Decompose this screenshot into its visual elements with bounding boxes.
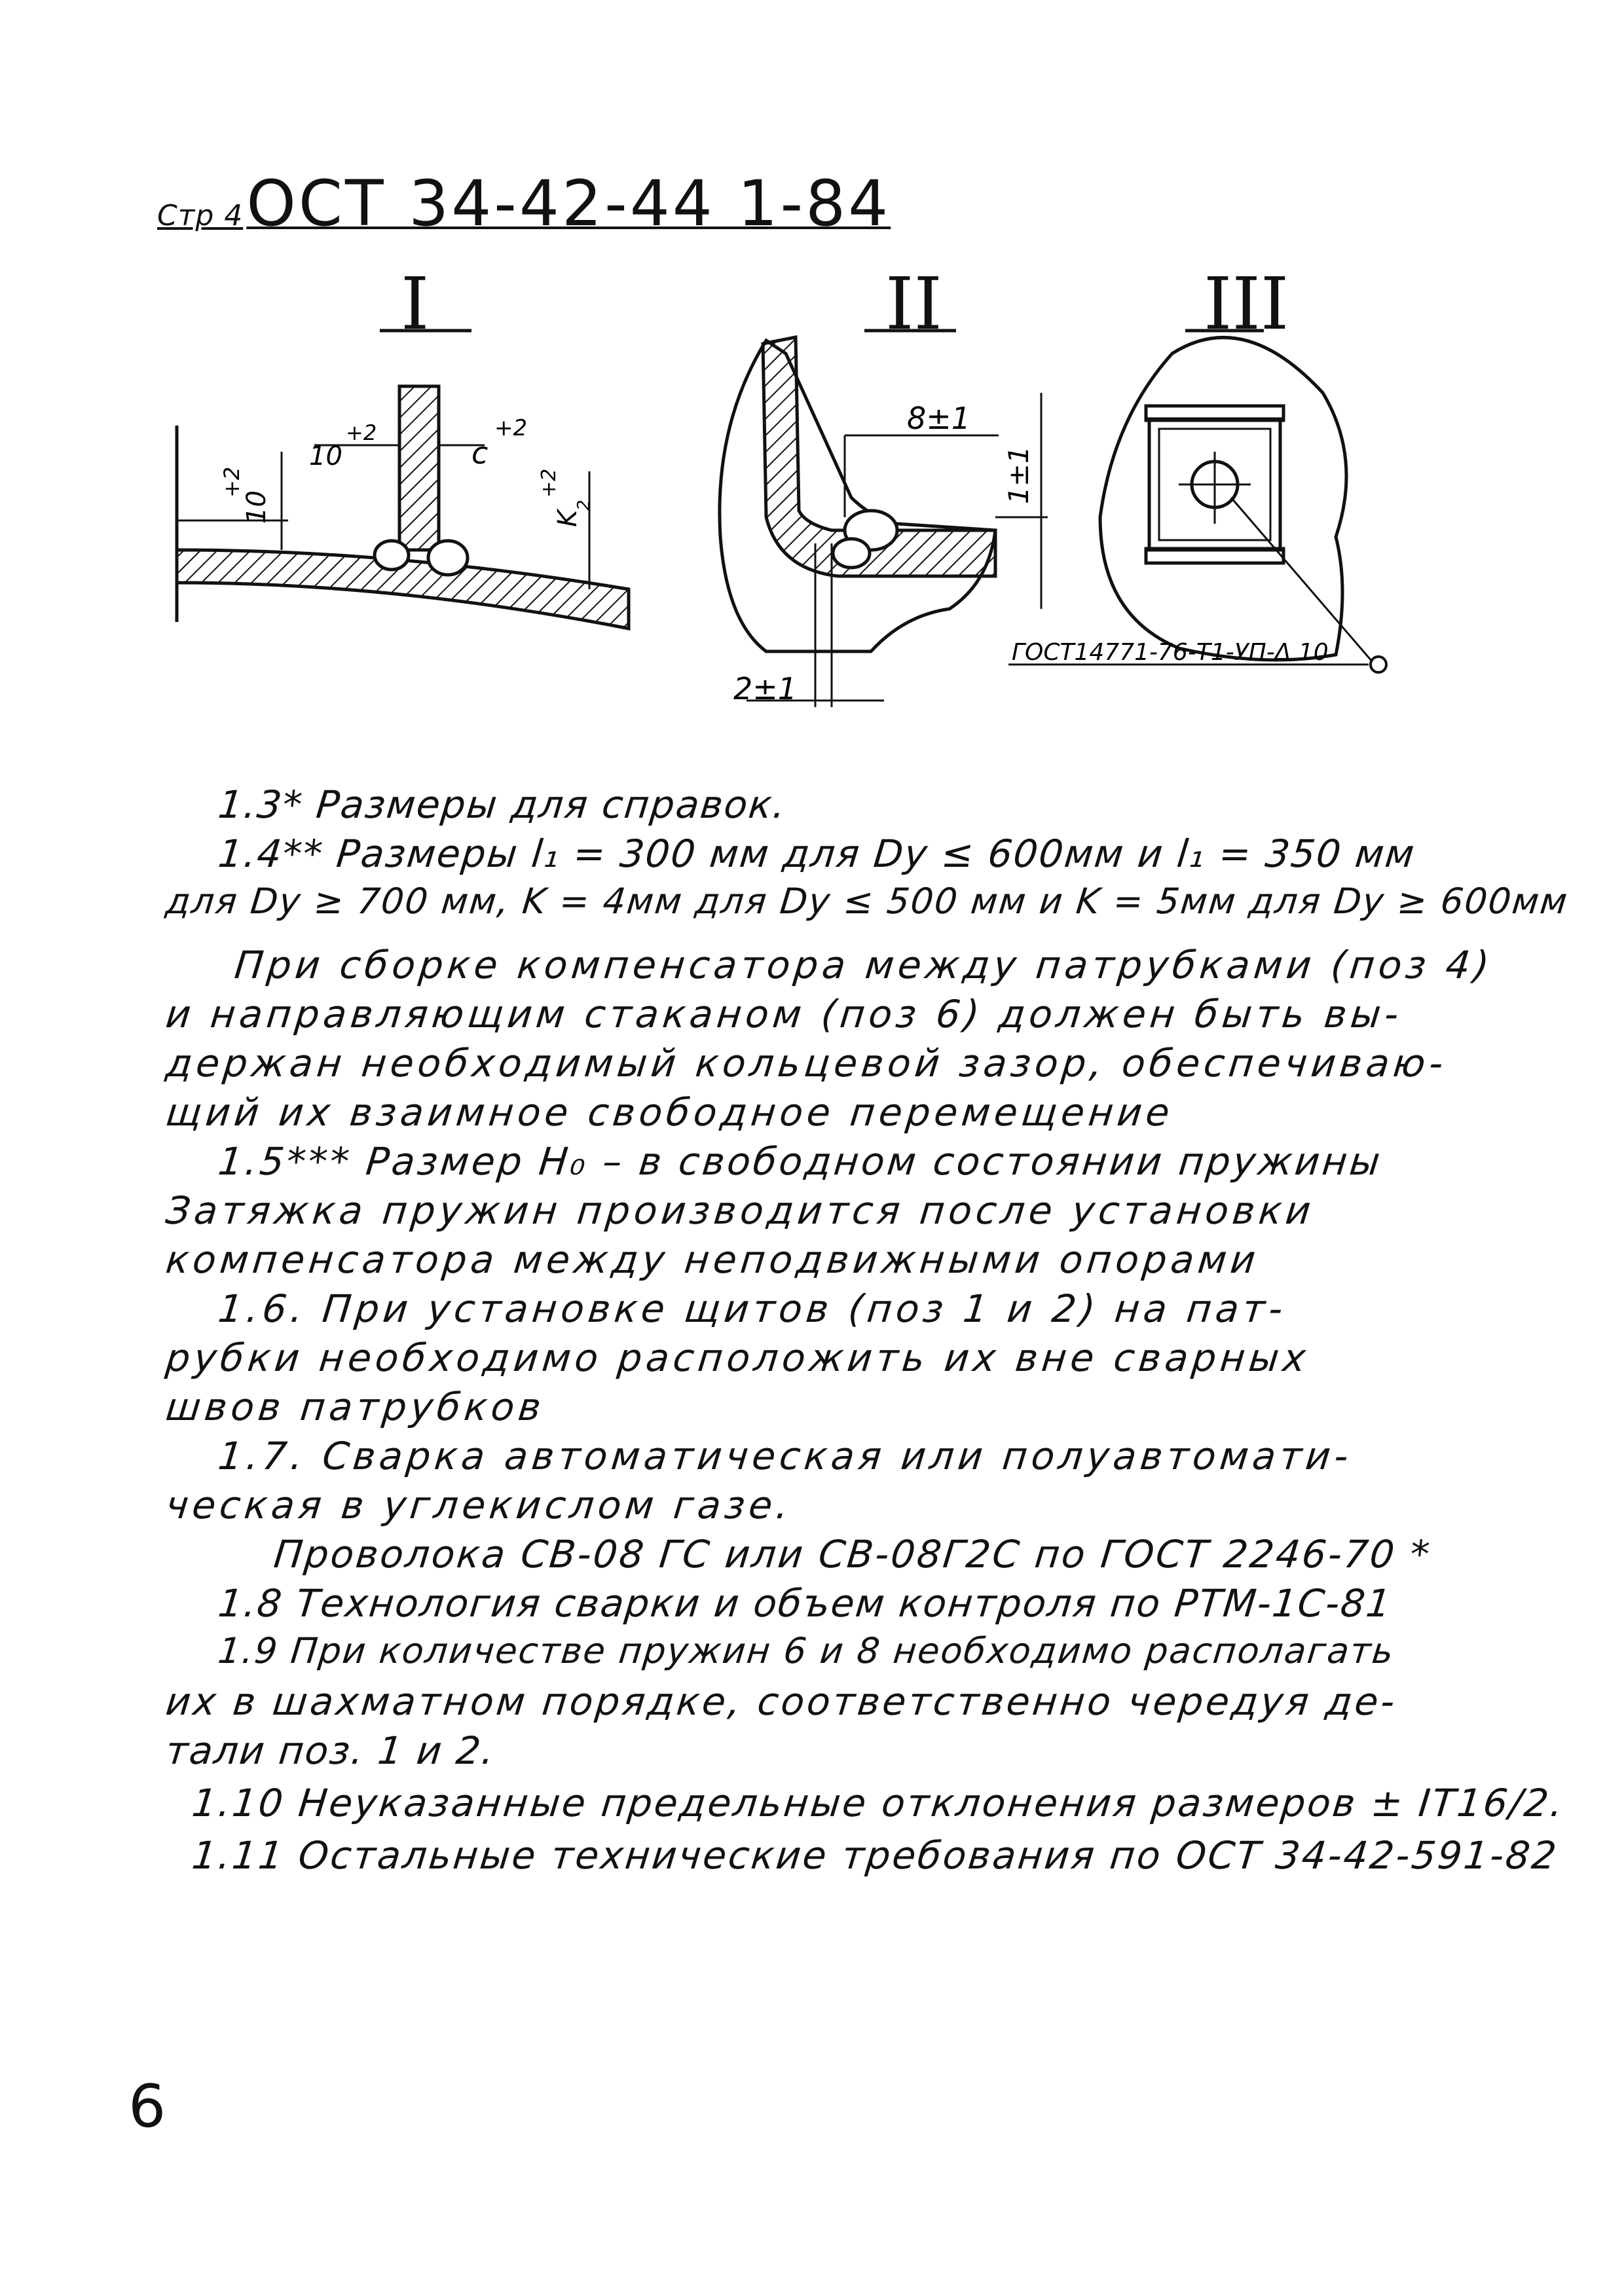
dim-1c-tol: +2: [494, 415, 528, 441]
dim-1a-tol: +2: [346, 420, 377, 445]
view-label-1: I: [401, 262, 430, 346]
note-line: ческая в углекислом газе.: [164, 1483, 795, 1527]
dim-2-top: 8±1: [907, 401, 971, 436]
dim-2-bottom: 2±1: [733, 671, 798, 706]
view-label-2: II: [885, 262, 942, 346]
page-prefix: Стр 4: [157, 199, 244, 232]
view-label-3: III: [1204, 262, 1289, 346]
note-line: 1.8 Технология сварки и объем контроля по РТМ-1С-81: [216, 1581, 1394, 1626]
note-line: Затяжка пружин производится после установки: [164, 1188, 1317, 1233]
note-line: 1.4** Размеры l₁ = 300 мм для Dy ≤ 600мм и l₁ = 350 мм: [216, 831, 1418, 876]
document-code: ОСТ 34-42-44 1-84: [246, 167, 891, 240]
dim-1b: 10: [242, 490, 272, 524]
note-line: держан необходимый кольцевой зазор, обеспечиваю-: [164, 1041, 1450, 1085]
page-number: 6: [128, 2072, 166, 2141]
note-line: 1.7. Сварка автоматическая или полуавтомати-: [216, 1434, 1355, 1478]
dim-1a: 10: [309, 441, 342, 471]
note-line: 1.3* Размеры для справок.: [216, 782, 789, 827]
view-2-drawing: [720, 337, 1048, 707]
note-line: тали поз. 1 и 2.: [164, 1728, 498, 1773]
note-line: и направляющим стаканом (поз 6) должен быть вы-: [164, 992, 1405, 1036]
note-line: 1.6. При установке щитов (поз 1 и 2) на пат-: [216, 1286, 1289, 1331]
note-line: компенсатора между неподвижными опорами: [164, 1237, 1262, 1282]
note-line: щий их взаимное свободное перемещение: [164, 1090, 1176, 1135]
note-line: 1.5*** Размер H₀ – в свободном состоянии пружины: [216, 1139, 1385, 1184]
dim-1k: K: [553, 509, 583, 527]
note-line: При сборке компенсатора между патрубками (поз 4): [232, 943, 1496, 987]
note-line: 1.10 Неуказанные предельные отклонения размеров ± IT16/2.: [190, 1781, 1567, 1825]
note-line: Проволока СВ-08 ГС или СВ-08Г2С по ГОСТ 2246-70 *: [272, 1532, 1434, 1576]
view-3-drawing: [1008, 338, 1386, 673]
note-line: швов патрубков: [164, 1385, 547, 1429]
weld-note: ГОСТ14771-76-Т1-УП-Δ 10: [1012, 639, 1329, 666]
note-line: 1.11 Остальные технические требования по ОСТ 34-42-591-82: [190, 1833, 1560, 1878]
note-line: их в шахматном порядке, соответственно чередуя де-: [164, 1679, 1400, 1724]
dim-1k-tol: +2: [538, 468, 561, 498]
dim-1k-sub: 2: [574, 500, 594, 511]
technical-drawing: [0, 0, 1624, 753]
dim-1c: c: [471, 435, 489, 471]
dim-2-side: 1±1: [1003, 446, 1035, 504]
note-line: для Dy ≥ 700 мм, K = 4мм для Dy ≤ 500 мм и K = 5мм для Dy ≥ 600мм: [164, 881, 1571, 922]
note-line: рубки необходимо расположить их вне сварных: [164, 1336, 1312, 1380]
note-line: 1.9 При количестве пружин 6 и 8 необходимо располагать: [216, 1630, 1397, 1671]
dim-1b-tol: +2: [219, 466, 244, 498]
